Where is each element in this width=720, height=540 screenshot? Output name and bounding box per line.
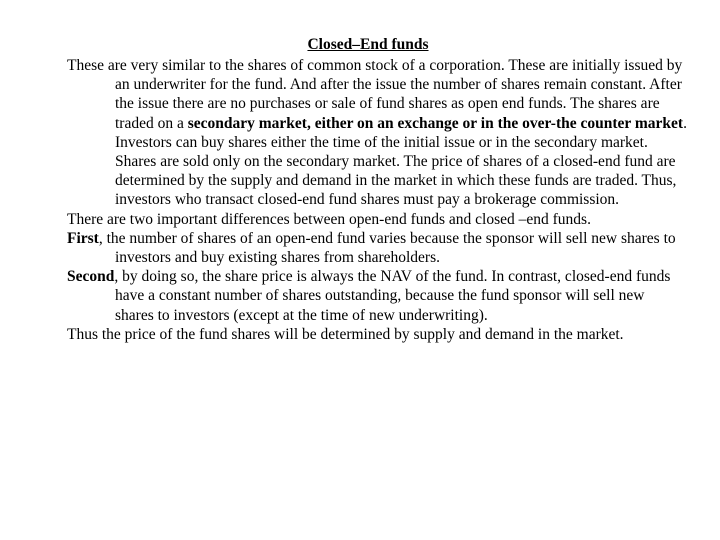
secondary-market-emphasis: secondary market, either on an exchange or in the over-the counter market [187, 114, 684, 132]
paragraph-conclusion: Thus the price of the fund shares will be determined by supply and demand in the market. [67, 325, 624, 343]
paragraph-second [67, 267, 687, 325]
paragraph-first [67, 229, 687, 267]
first-label: First [67, 229, 99, 247]
definition-text-end: . Investors can buy shares either the time of the initial issue or in the secondary market. Shares are sold only on the secondary market. The price of shares of a closed-end fund are determined by the supply and demand in the market in which these funds are traded. Thus, investors who transact closed-end fund shares must pay a brokerage commission. [115, 114, 687, 209]
second-text: , by doing so, the share price is always the NAV of the fund. In contrast, closed-end funds have a constant number of shares outstanding, because the fund sponsor will sell new shares to investors (except at the time of new underwriting). [114, 268, 671, 324]
definition-text-start: These are very similar to the shares of common stock of a corporation. These are initially issued by an underwriter for the fund. And after the issue the number of shares remain constant. After the issue there are no purchases or sale of fund shares as open end funds. The shares are traded on a [67, 57, 683, 132]
paragraph-definition [67, 56, 687, 210]
page-title: Closed–End funds [307, 36, 429, 53]
paragraph-differences: There are two important differences between open-end funds and closed –end funds. [67, 210, 591, 228]
first-text: , the number of shares of an open-end fund varies because the sponsor will sell new shares to investors and buy existing shares from shareholders. [98, 229, 676, 267]
body-text [67, 56, 687, 344]
second-label: Second [67, 268, 115, 286]
